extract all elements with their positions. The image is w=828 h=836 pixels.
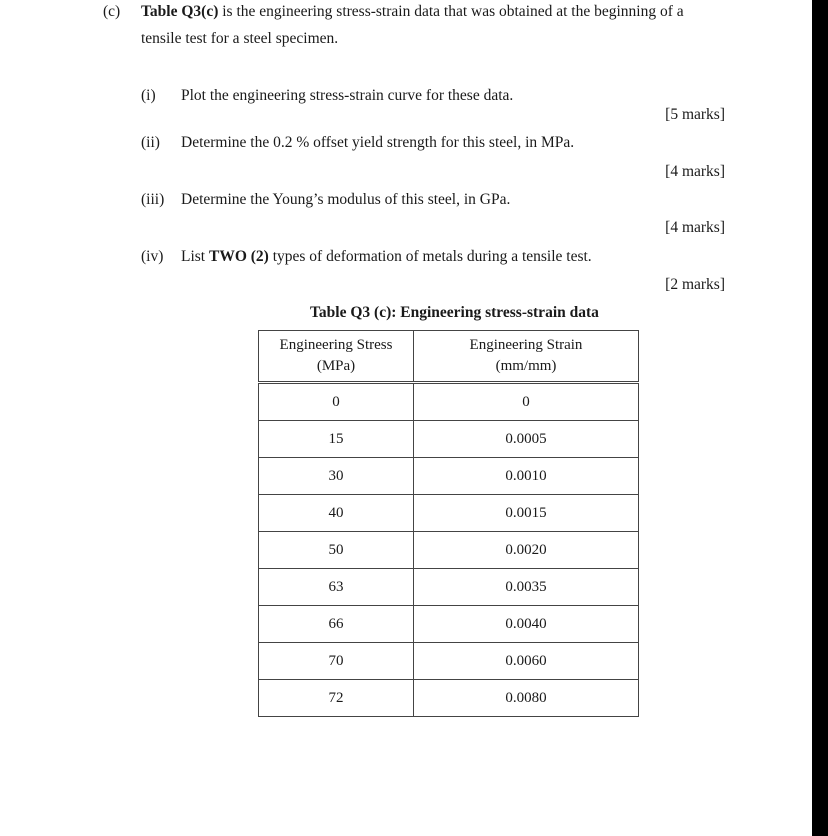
part-iv-text-pre: List — [181, 248, 209, 265]
stress-cell: 15 — [259, 421, 414, 458]
table-row — [259, 383, 639, 421]
table-row — [259, 495, 639, 532]
table-row — [259, 606, 639, 643]
part-iv-text-post: types of deformation of metals during a tensile test. — [268, 248, 592, 265]
strain-cell: 0.0035 — [414, 569, 639, 606]
strain-cell: 0.0020 — [414, 532, 639, 569]
part-ii-number: (ii) — [141, 134, 160, 151]
part-i-number: (i) — [141, 87, 156, 104]
part-i-marks: [5 marks] — [665, 106, 725, 123]
table-row — [259, 680, 639, 717]
strain-cell: 0.0010 — [414, 458, 639, 495]
header-stress-line1: Engineering Stress — [279, 337, 393, 353]
stress-cell: 50 — [259, 532, 414, 569]
part-ii-marks: [4 marks] — [665, 163, 725, 180]
strain-cell: 0.0040 — [414, 606, 639, 643]
table-reference: Table Q3(c) — [141, 3, 219, 20]
question-intro-line2: tensile test for a steel specimen. — [141, 30, 339, 47]
table-row — [259, 569, 639, 606]
header-stress-line2: (MPa) — [316, 358, 356, 374]
part-iv-text — [181, 248, 592, 266]
question-intro-line1 — [141, 3, 684, 21]
strain-cell: 0.0015 — [414, 495, 639, 532]
header-strain-line2: (mm/mm) — [495, 358, 557, 374]
question-label: (c) — [103, 3, 121, 20]
stress-cell: 70 — [259, 643, 414, 680]
part-iii-text: Determine the Young’s modulus of this steel, in GPa. — [181, 191, 511, 208]
intro-text: is the engineering stress-strain data that was obtained at the beginning of a — [218, 3, 684, 20]
header-strain — [414, 331, 639, 383]
part-i-text: Plot the engineering stress-strain curve for these data. — [181, 87, 514, 104]
stress-strain-table — [258, 330, 639, 717]
header-strain-line1: Engineering Strain — [469, 337, 583, 353]
table-header-row — [259, 331, 639, 383]
part-iv-marks: [2 marks] — [665, 276, 725, 293]
stress-cell: 40 — [259, 495, 414, 532]
strain-cell: 0.0005 — [414, 421, 639, 458]
stress-cell: 63 — [259, 569, 414, 606]
strain-cell: 0 — [414, 383, 639, 421]
table-title: Table Q3 (c): Engineering stress-strain data — [310, 304, 599, 321]
part-iv-text-bold: TWO (2) — [209, 248, 269, 265]
stress-cell: 30 — [259, 458, 414, 495]
strain-cell: 0.0080 — [414, 680, 639, 717]
table-row — [259, 643, 639, 680]
part-iii-number: (iii) — [141, 191, 165, 208]
table-row — [259, 458, 639, 495]
table-row — [259, 421, 639, 458]
part-ii-text: Determine the 0.2 % offset yield strength for this steel, in MPa. — [181, 134, 575, 151]
table-row — [259, 532, 639, 569]
part-iv-number: (iv) — [141, 248, 164, 265]
stress-cell: 66 — [259, 606, 414, 643]
stress-cell: 72 — [259, 680, 414, 717]
part-iii-marks: [4 marks] — [665, 219, 725, 236]
header-stress — [259, 331, 414, 383]
stress-cell: 0 — [259, 383, 414, 421]
strain-cell: 0.0060 — [414, 643, 639, 680]
